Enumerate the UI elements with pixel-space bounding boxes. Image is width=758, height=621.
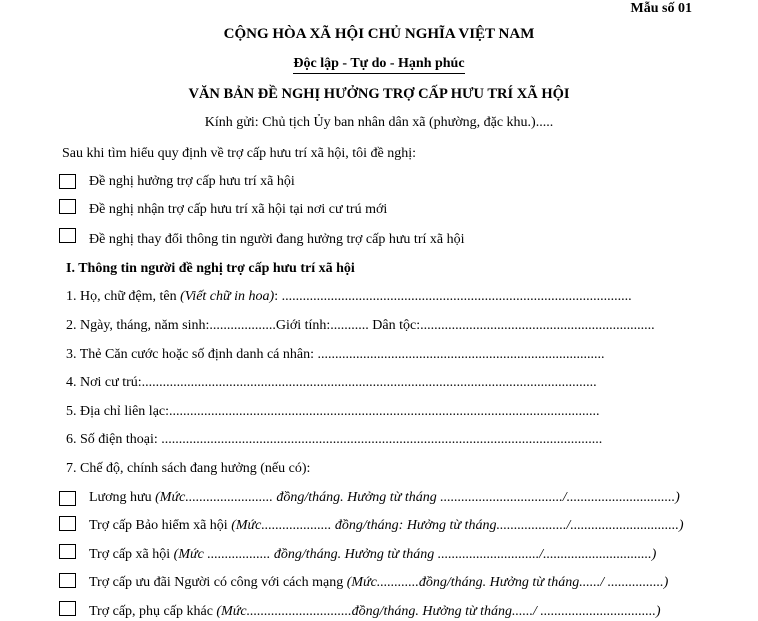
benefit-label: Trợ cấp ưu đãi Người có công với cách mạng bbox=[89, 575, 347, 590]
benefit-label: Trợ cấp, phụ cấp khác bbox=[89, 604, 217, 619]
benefit-detail[interactable]: (Mức.................... đồng/tháng: Hưởng từ tháng..................../...............................) bbox=[231, 518, 684, 533]
benefit-social-allowance bbox=[89, 548, 656, 562]
residence-field[interactable]: 4. Nơi cư trú:.................................................................................................................................. bbox=[66, 375, 597, 390]
national-motto bbox=[0, 57, 758, 74]
addressee-line: Kính gửi: Chủ tịch Ủy ban nhân dân xã (phường, đặc khu.)..... bbox=[204, 115, 554, 130]
request-option-3: Đề nghị thay đổi thông tin người đang hưởng trợ cấp hưu trí xã hội bbox=[89, 232, 465, 247]
request-option-2: Đề nghị nhận trợ cấp hưu trí xã hội tại nơi cư trú mới bbox=[89, 202, 388, 217]
benefit-detail[interactable]: (Mức............đồng/tháng. Hưởng từ tháng....../ ................) bbox=[346, 575, 669, 590]
republic-header: CỘNG HÒA XÃ HỘI CHỦ NGHĨA VIỆT NAM bbox=[223, 26, 535, 42]
birth-gender-ethnicity-field[interactable]: 2. Ngày, tháng, năm sinh:...................Giới tính:........... Dân tộc:................................................................... bbox=[66, 318, 655, 333]
phone-field[interactable]: 6. Số điện thoại: .............................................................................................................................. bbox=[66, 432, 603, 447]
benefit-checkbox-social-insurance[interactable] bbox=[59, 516, 76, 531]
benefit-label: Trợ cấp Bảo hiểm xã hội bbox=[89, 518, 232, 533]
benefit-checkbox-social-allowance[interactable] bbox=[59, 544, 76, 559]
full-name-blank: : .................................................................................................... bbox=[274, 289, 632, 304]
contact-address-field[interactable]: 5. Địa chỉ liên lạc:........................................................................................................................... bbox=[66, 404, 600, 419]
request-checkbox-1[interactable] bbox=[59, 174, 76, 189]
benefit-checkbox-merit[interactable] bbox=[59, 573, 76, 588]
benefit-social-insurance bbox=[89, 519, 684, 533]
document-title: VĂN BẢN ĐỀ NGHỊ HƯỞNG TRỢ CẤP HƯU TRÍ XÃ HỘI bbox=[188, 86, 570, 102]
benefit-checkbox-other[interactable] bbox=[59, 601, 76, 616]
benefit-detail[interactable]: (Mức .................. đồng/tháng. Hưởng từ tháng ............................./...............................) bbox=[173, 547, 657, 562]
form-number: Mẫu số 01 bbox=[630, 1, 692, 16]
benefit-checkbox-pension[interactable] bbox=[59, 491, 76, 506]
benefit-detail[interactable]: (Mức..............................đồng/tháng. Hưởng từ tháng....../ .................................) bbox=[216, 604, 661, 619]
id-card-field[interactable]: 3. Thẻ Căn cước hoặc số định danh cá nhân: .................................................................................. bbox=[66, 347, 605, 362]
benefit-other bbox=[89, 605, 661, 619]
request-checkbox-3[interactable] bbox=[59, 228, 76, 243]
benefits-heading: 7. Chế độ, chính sách đang hưởng (nếu có): bbox=[66, 461, 311, 476]
request-checkbox-2[interactable] bbox=[59, 199, 76, 214]
benefit-detail[interactable]: (Mức......................... đồng/tháng. Hưởng từ tháng .................................../...............................) bbox=[155, 490, 680, 505]
benefit-label: Lương hưu bbox=[89, 490, 156, 505]
benefit-merit bbox=[89, 576, 668, 590]
full-name-field[interactable] bbox=[66, 290, 632, 304]
full-name-hint: (Viết chữ in hoa) bbox=[180, 289, 275, 304]
intro-text: Sau khi tìm hiểu quy định về trợ cấp hưu trí xã hội, tôi đề nghị: bbox=[62, 146, 417, 161]
full-name-label: 1. Họ, chữ đệm, tên bbox=[66, 289, 181, 304]
benefit-pension bbox=[89, 491, 680, 505]
section-1-heading: I. Thông tin người đề nghị trợ cấp hưu trí xã hội bbox=[66, 261, 355, 276]
motto-text: Độc lập - Tự do - Hạnh phúc bbox=[293, 57, 464, 74]
request-option-1: Đề nghị hưởng trợ cấp hưu trí xã hội bbox=[89, 174, 295, 189]
benefit-label: Trợ cấp xã hội bbox=[89, 547, 174, 562]
